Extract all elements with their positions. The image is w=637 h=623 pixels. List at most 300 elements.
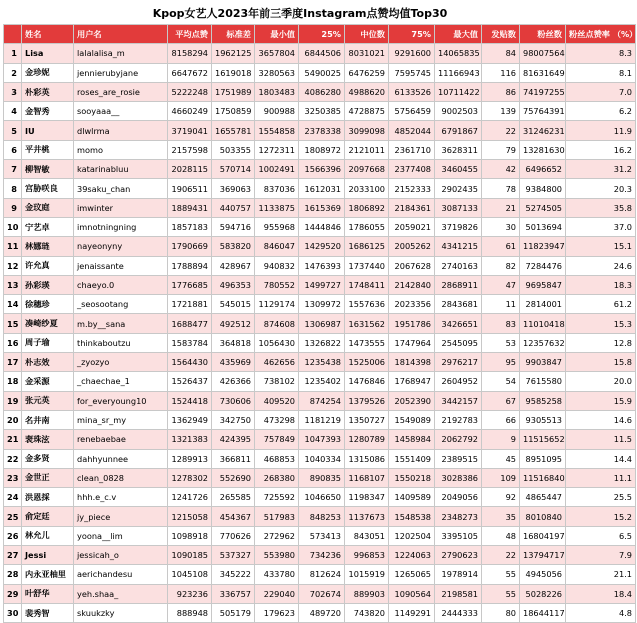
cell-post-count: 139 bbox=[482, 102, 520, 121]
cell-p25: 1476393 bbox=[299, 256, 345, 275]
cell-name: 金多贤 bbox=[22, 449, 74, 468]
cell-p25: 1808972 bbox=[299, 140, 345, 159]
cell-p75: 2361710 bbox=[389, 140, 435, 159]
cell-name: 平井桃 bbox=[22, 140, 74, 159]
cell-like-rate: 6.2 bbox=[566, 102, 636, 121]
cell-min: 229040 bbox=[255, 584, 299, 603]
cell-avg-likes: 1889431 bbox=[168, 198, 212, 217]
cell-p25: 1181219 bbox=[299, 410, 345, 429]
cell-rank: 21 bbox=[4, 430, 22, 449]
table-row bbox=[4, 140, 636, 159]
cell-p75: 2142840 bbox=[389, 275, 435, 294]
cell-avg-likes: 1289913 bbox=[168, 449, 212, 468]
table-row bbox=[4, 507, 636, 526]
cell-p25: 4086280 bbox=[299, 82, 345, 101]
cell-followers: 9384800 bbox=[520, 179, 566, 198]
cell-followers: 9305513 bbox=[520, 410, 566, 429]
cell-username: jenaissante bbox=[74, 256, 168, 275]
cell-followers: 5013694 bbox=[520, 217, 566, 236]
cell-name: 朴彩英 bbox=[22, 82, 74, 101]
cell-max: 3087133 bbox=[435, 198, 482, 217]
cell-p75: 1549089 bbox=[389, 410, 435, 429]
cell-std-dev: 1750859 bbox=[212, 102, 255, 121]
cell-followers: 8010840 bbox=[520, 507, 566, 526]
cell-followers: 18644117 bbox=[520, 603, 566, 622]
cell-like-rate: 15.1 bbox=[566, 237, 636, 256]
cell-like-rate: 61.2 bbox=[566, 295, 636, 314]
cell-median: 1280789 bbox=[345, 430, 389, 449]
cell-p75: 1090564 bbox=[389, 584, 435, 603]
cell-followers: 74197255 bbox=[520, 82, 566, 101]
cell-std-dev: 424395 bbox=[212, 430, 255, 449]
cell-avg-likes: 1241726 bbox=[168, 488, 212, 507]
cell-rank: 17 bbox=[4, 353, 22, 372]
cell-median: 3099098 bbox=[345, 121, 389, 140]
cell-min: 738102 bbox=[255, 372, 299, 391]
cell-p25: 2378338 bbox=[299, 121, 345, 140]
cell-min: 1056430 bbox=[255, 333, 299, 352]
cell-median: 843051 bbox=[345, 526, 389, 545]
cell-max: 3719826 bbox=[435, 217, 482, 236]
cell-followers: 7284476 bbox=[520, 256, 566, 275]
cell-like-rate: 18.3 bbox=[566, 275, 636, 294]
cell-avg-likes: 2028115 bbox=[168, 160, 212, 179]
cell-username: hhh.e_c.v bbox=[74, 488, 168, 507]
cell-post-count: 35 bbox=[482, 507, 520, 526]
cell-username: roses_are_rosie bbox=[74, 82, 168, 101]
cell-std-dev: 345222 bbox=[212, 565, 255, 584]
cell-username: sooyaaa__ bbox=[74, 102, 168, 121]
cell-std-dev: 454367 bbox=[212, 507, 255, 526]
cell-followers: 7615580 bbox=[520, 372, 566, 391]
cell-followers: 11516840 bbox=[520, 468, 566, 487]
cell-min: 3657804 bbox=[255, 44, 299, 63]
cell-post-count: 92 bbox=[482, 488, 520, 507]
cell-std-dev: 537327 bbox=[212, 546, 255, 565]
cell-name: 名井南 bbox=[22, 410, 74, 429]
cell-post-count: 11 bbox=[482, 295, 520, 314]
cell-avg-likes: 1688477 bbox=[168, 314, 212, 333]
cell-post-count: 109 bbox=[482, 468, 520, 487]
cell-std-dev: 366811 bbox=[212, 449, 255, 468]
cell-min: 1002491 bbox=[255, 160, 299, 179]
cell-median: 1015919 bbox=[345, 565, 389, 584]
cell-like-rate: 7.0 bbox=[566, 82, 636, 101]
cell-p75: 1551409 bbox=[389, 449, 435, 468]
cell-p25: 1306987 bbox=[299, 314, 345, 333]
table-row bbox=[4, 179, 636, 198]
cell-like-rate: 25.5 bbox=[566, 488, 636, 507]
cell-name: 宁艺卓 bbox=[22, 217, 74, 236]
cell-name: 金珍妮 bbox=[22, 63, 74, 82]
cell-post-count: 54 bbox=[482, 372, 520, 391]
cell-std-dev: 342750 bbox=[212, 410, 255, 429]
cell-avg-likes: 5222248 bbox=[168, 82, 212, 101]
cell-p75: 6133526 bbox=[389, 82, 435, 101]
table-row bbox=[4, 430, 636, 449]
cell-max: 4341215 bbox=[435, 237, 482, 256]
cell-post-count: 55 bbox=[482, 584, 520, 603]
cell-p75: 1747964 bbox=[389, 333, 435, 352]
cell-p75: 1814398 bbox=[389, 353, 435, 372]
cell-like-rate: 8.3 bbox=[566, 44, 636, 63]
table-row bbox=[4, 82, 636, 101]
cell-std-dev: 369063 bbox=[212, 179, 255, 198]
cell-post-count: 21 bbox=[482, 198, 520, 217]
cell-like-rate: 35.8 bbox=[566, 198, 636, 217]
cell-rank: 14 bbox=[4, 295, 22, 314]
cell-p25: 1566396 bbox=[299, 160, 345, 179]
cell-followers: 4945056 bbox=[520, 565, 566, 584]
cell-name: 内永亚柚里 bbox=[22, 565, 74, 584]
cell-rank: 3 bbox=[4, 82, 22, 101]
cell-max: 3426651 bbox=[435, 314, 482, 333]
cell-p75: 2184361 bbox=[389, 198, 435, 217]
cell-median: 1686125 bbox=[345, 237, 389, 256]
cell-min: 433780 bbox=[255, 565, 299, 584]
table-row bbox=[4, 468, 636, 487]
cell-max: 2192783 bbox=[435, 410, 482, 429]
cell-max: 2843681 bbox=[435, 295, 482, 314]
cell-followers: 5028226 bbox=[520, 584, 566, 603]
cell-std-dev: 594716 bbox=[212, 217, 255, 236]
cell-name: 柳智敏 bbox=[22, 160, 74, 179]
cell-name: 洪恩採 bbox=[22, 488, 74, 507]
cell-avg-likes: 1906511 bbox=[168, 179, 212, 198]
cell-rank: 29 bbox=[4, 584, 22, 603]
cell-post-count: 86 bbox=[482, 82, 520, 101]
cell-std-dev: 496353 bbox=[212, 275, 255, 294]
cell-p25: 1047393 bbox=[299, 430, 345, 449]
cell-followers: 2814001 bbox=[520, 295, 566, 314]
cell-min: 553980 bbox=[255, 546, 299, 565]
cell-rank: 28 bbox=[4, 565, 22, 584]
cell-username: dlwlrma bbox=[74, 121, 168, 140]
table-row bbox=[4, 198, 636, 217]
cell-rank: 5 bbox=[4, 121, 22, 140]
table-row bbox=[4, 295, 636, 314]
cell-username: aerichandesu bbox=[74, 565, 168, 584]
cell-max: 2348273 bbox=[435, 507, 482, 526]
cell-std-dev: 505179 bbox=[212, 603, 255, 622]
cell-rank: 22 bbox=[4, 449, 22, 468]
cell-max: 2790623 bbox=[435, 546, 482, 565]
cell-min: 955968 bbox=[255, 217, 299, 236]
cell-p25: 1326822 bbox=[299, 333, 345, 352]
cell-username: jy_piece bbox=[74, 507, 168, 526]
cell-avg-likes: 1321383 bbox=[168, 430, 212, 449]
cell-std-dev: 1655781 bbox=[212, 121, 255, 140]
cell-avg-likes: 888948 bbox=[168, 603, 212, 622]
cell-avg-likes: 1788894 bbox=[168, 256, 212, 275]
table-row bbox=[4, 391, 636, 410]
cell-like-rate: 15.8 bbox=[566, 353, 636, 372]
cell-name: 金玟庭 bbox=[22, 198, 74, 217]
cell-followers: 6496652 bbox=[520, 160, 566, 179]
cell-like-rate: 20.3 bbox=[566, 179, 636, 198]
table-row bbox=[4, 565, 636, 584]
cell-post-count: 66 bbox=[482, 410, 520, 429]
table-row bbox=[4, 63, 636, 82]
cell-min: 837036 bbox=[255, 179, 299, 198]
cell-std-dev: 440757 bbox=[212, 198, 255, 217]
table-row bbox=[4, 121, 636, 140]
cell-median: 2033100 bbox=[345, 179, 389, 198]
table-row bbox=[4, 44, 636, 63]
cell-p25: 848253 bbox=[299, 507, 345, 526]
cell-rank: 4 bbox=[4, 102, 22, 121]
header-name: 姓名 bbox=[22, 25, 74, 44]
cell-median: 1525006 bbox=[345, 353, 389, 372]
cell-username: yoona__lim bbox=[74, 526, 168, 545]
cell-name: 孙彩瑛 bbox=[22, 275, 74, 294]
cell-rank: 25 bbox=[4, 507, 22, 526]
cell-avg-likes: 1721881 bbox=[168, 295, 212, 314]
cell-std-dev: 570714 bbox=[212, 160, 255, 179]
cell-followers: 11515652 bbox=[520, 430, 566, 449]
cell-p75: 2377408 bbox=[389, 160, 435, 179]
cell-p75: 2005262 bbox=[389, 237, 435, 256]
cell-rank: 10 bbox=[4, 217, 22, 236]
cell-p25: 890835 bbox=[299, 468, 345, 487]
cell-like-rate: 15.3 bbox=[566, 314, 636, 333]
cell-std-dev: 428967 bbox=[212, 256, 255, 275]
table-row bbox=[4, 314, 636, 333]
table-row bbox=[4, 410, 636, 429]
cell-post-count: 95 bbox=[482, 353, 520, 372]
cell-name: 金采源 bbox=[22, 372, 74, 391]
cell-like-rate: 37.0 bbox=[566, 217, 636, 236]
cell-avg-likes: 1790669 bbox=[168, 237, 212, 256]
cell-median: 1806892 bbox=[345, 198, 389, 217]
cell-p25: 1499727 bbox=[299, 275, 345, 294]
cell-median: 4728875 bbox=[345, 102, 389, 121]
cell-name: 许允真 bbox=[22, 256, 74, 275]
table-title: Kpop女艺人2023年前三季度Instagram点赞均值Top30 bbox=[152, 7, 448, 20]
cell-min: 725592 bbox=[255, 488, 299, 507]
table-row bbox=[4, 353, 636, 372]
cell-followers: 13794717 bbox=[520, 546, 566, 565]
cell-rank: 2 bbox=[4, 63, 22, 82]
cell-followers: 8951095 bbox=[520, 449, 566, 468]
cell-name: 裴秀智 bbox=[22, 603, 74, 622]
cell-p75: 1458984 bbox=[389, 430, 435, 449]
cell-median: 2121011 bbox=[345, 140, 389, 159]
cell-min: 874608 bbox=[255, 314, 299, 333]
cell-median: 2097668 bbox=[345, 160, 389, 179]
cell-like-rate: 16.2 bbox=[566, 140, 636, 159]
cell-like-rate: 11.1 bbox=[566, 468, 636, 487]
cell-post-count: 48 bbox=[482, 526, 520, 545]
cell-avg-likes: 1098918 bbox=[168, 526, 212, 545]
cell-username: mina_sr_my bbox=[74, 410, 168, 429]
header-min: 最小值 bbox=[255, 25, 299, 44]
cell-post-count: 84 bbox=[482, 44, 520, 63]
table-row bbox=[4, 526, 636, 545]
cell-min: 1272311 bbox=[255, 140, 299, 159]
cell-median: 1137673 bbox=[345, 507, 389, 526]
cell-p75: 1951786 bbox=[389, 314, 435, 333]
cell-min: 940832 bbox=[255, 256, 299, 275]
cell-min: 3280563 bbox=[255, 63, 299, 82]
cell-username: m.by__sana bbox=[74, 314, 168, 333]
cell-like-rate: 15.9 bbox=[566, 391, 636, 410]
cell-username: imnotningning bbox=[74, 217, 168, 236]
cell-max: 2062792 bbox=[435, 430, 482, 449]
cell-avg-likes: 923236 bbox=[168, 584, 212, 603]
cell-max: 2444333 bbox=[435, 603, 482, 622]
cell-max: 2902435 bbox=[435, 179, 482, 198]
cell-std-dev: 426366 bbox=[212, 372, 255, 391]
cell-p25: 812624 bbox=[299, 565, 345, 584]
cell-like-rate: 12.8 bbox=[566, 333, 636, 352]
cell-min: 179623 bbox=[255, 603, 299, 622]
ranking-table bbox=[3, 24, 636, 623]
cell-name: 俞定廷 bbox=[22, 507, 74, 526]
cell-username: jennierubyjane bbox=[74, 63, 168, 82]
cell-p75: 1550218 bbox=[389, 468, 435, 487]
cell-median: 1350727 bbox=[345, 410, 389, 429]
cell-rank: 26 bbox=[4, 526, 22, 545]
cell-min: 846047 bbox=[255, 237, 299, 256]
cell-like-rate: 4.8 bbox=[566, 603, 636, 622]
cell-p25: 1309972 bbox=[299, 295, 345, 314]
cell-rank: 9 bbox=[4, 198, 22, 217]
cell-p75: 1409589 bbox=[389, 488, 435, 507]
cell-median: 743820 bbox=[345, 603, 389, 622]
cell-min: 272962 bbox=[255, 526, 299, 545]
cell-min: 1803483 bbox=[255, 82, 299, 101]
cell-followers: 9585258 bbox=[520, 391, 566, 410]
cell-followers: 13281630 bbox=[520, 140, 566, 159]
header-p25: 25% bbox=[299, 25, 345, 44]
cell-post-count: 78 bbox=[482, 179, 520, 198]
cell-median: 996853 bbox=[345, 546, 389, 565]
cell-max: 3460455 bbox=[435, 160, 482, 179]
cell-name: 金世正 bbox=[22, 468, 74, 487]
cell-p25: 1046650 bbox=[299, 488, 345, 507]
cell-username: _chaechae_1 bbox=[74, 372, 168, 391]
cell-rank: 18 bbox=[4, 372, 22, 391]
cell-std-dev: 552690 bbox=[212, 468, 255, 487]
header-rank bbox=[4, 25, 22, 44]
cell-name: 徐穗珍 bbox=[22, 295, 74, 314]
cell-min: 468853 bbox=[255, 449, 299, 468]
cell-std-dev: 492512 bbox=[212, 314, 255, 333]
cell-username: for_everyoung10 bbox=[74, 391, 168, 410]
table-row bbox=[4, 546, 636, 565]
cell-like-rate: 11.9 bbox=[566, 121, 636, 140]
cell-post-count: 22 bbox=[482, 546, 520, 565]
cell-username: renebaebae bbox=[74, 430, 168, 449]
cell-post-count: 9 bbox=[482, 430, 520, 449]
cell-post-count: 79 bbox=[482, 140, 520, 159]
cell-name: 凑崎纱夏 bbox=[22, 314, 74, 333]
cell-std-dev: 1962125 bbox=[212, 44, 255, 63]
cell-followers: 5274505 bbox=[520, 198, 566, 217]
cell-name: IU bbox=[22, 121, 74, 140]
cell-like-rate: 14.4 bbox=[566, 449, 636, 468]
cell-min: 517983 bbox=[255, 507, 299, 526]
cell-followers: 9903847 bbox=[520, 353, 566, 372]
header-post-count: 发贴数 bbox=[482, 25, 520, 44]
cell-p25: 702674 bbox=[299, 584, 345, 603]
cell-rank: 30 bbox=[4, 603, 22, 622]
cell-like-rate: 6.5 bbox=[566, 526, 636, 545]
cell-post-count: 82 bbox=[482, 256, 520, 275]
cell-rank: 11 bbox=[4, 237, 22, 256]
cell-median: 1198347 bbox=[345, 488, 389, 507]
cell-avg-likes: 1362949 bbox=[168, 410, 212, 429]
table-row bbox=[4, 256, 636, 275]
cell-max: 3442157 bbox=[435, 391, 482, 410]
cell-min: 900988 bbox=[255, 102, 299, 121]
cell-p75: 7595745 bbox=[389, 63, 435, 82]
cell-like-rate: 20.0 bbox=[566, 372, 636, 391]
cell-max: 9002503 bbox=[435, 102, 482, 121]
cell-std-dev: 1751989 bbox=[212, 82, 255, 101]
cell-min: 780552 bbox=[255, 275, 299, 294]
cell-username: lalalalisa_m bbox=[74, 44, 168, 63]
cell-median: 6476259 bbox=[345, 63, 389, 82]
cell-rank: 19 bbox=[4, 391, 22, 410]
cell-rank: 23 bbox=[4, 468, 22, 487]
cell-avg-likes: 1045108 bbox=[168, 565, 212, 584]
cell-max: 2868911 bbox=[435, 275, 482, 294]
cell-avg-likes: 1564430 bbox=[168, 353, 212, 372]
cell-username: jessicah_o bbox=[74, 546, 168, 565]
cell-max: 11166943 bbox=[435, 63, 482, 82]
cell-std-dev: 1619018 bbox=[212, 63, 255, 82]
cell-avg-likes: 1526437 bbox=[168, 372, 212, 391]
cell-p25: 1235438 bbox=[299, 353, 345, 372]
cell-name: 周子瑜 bbox=[22, 333, 74, 352]
table-row bbox=[4, 102, 636, 121]
cell-std-dev: 583820 bbox=[212, 237, 255, 256]
cell-max: 14065835 bbox=[435, 44, 482, 63]
cell-avg-likes: 3719041 bbox=[168, 121, 212, 140]
header-median: 中位数 bbox=[345, 25, 389, 44]
cell-p75: 2052390 bbox=[389, 391, 435, 410]
table-body bbox=[4, 44, 636, 623]
table-row bbox=[4, 275, 636, 294]
cell-avg-likes: 4660249 bbox=[168, 102, 212, 121]
cell-avg-likes: 2157598 bbox=[168, 140, 212, 159]
cell-p25: 1040334 bbox=[299, 449, 345, 468]
cell-name: 张元英 bbox=[22, 391, 74, 410]
cell-p25: 1444846 bbox=[299, 217, 345, 236]
cell-p75: 4852044 bbox=[389, 121, 435, 140]
table-row bbox=[4, 217, 636, 236]
cell-max: 3628311 bbox=[435, 140, 482, 159]
cell-std-dev: 364818 bbox=[212, 333, 255, 352]
table-row bbox=[4, 160, 636, 179]
cell-avg-likes: 1776685 bbox=[168, 275, 212, 294]
cell-followers: 98007564 bbox=[520, 44, 566, 63]
cell-min: 1133875 bbox=[255, 198, 299, 217]
header-p75: 75% bbox=[389, 25, 435, 44]
cell-name: 裵珠泫 bbox=[22, 430, 74, 449]
table-row bbox=[4, 372, 636, 391]
cell-p25: 1612031 bbox=[299, 179, 345, 198]
table-row bbox=[4, 488, 636, 507]
cell-post-count: 61 bbox=[482, 237, 520, 256]
cell-std-dev: 503355 bbox=[212, 140, 255, 159]
cell-followers: 12357632 bbox=[520, 333, 566, 352]
cell-username: 39saku_chan bbox=[74, 179, 168, 198]
cell-rank: 16 bbox=[4, 333, 22, 352]
cell-like-rate: 31.2 bbox=[566, 160, 636, 179]
